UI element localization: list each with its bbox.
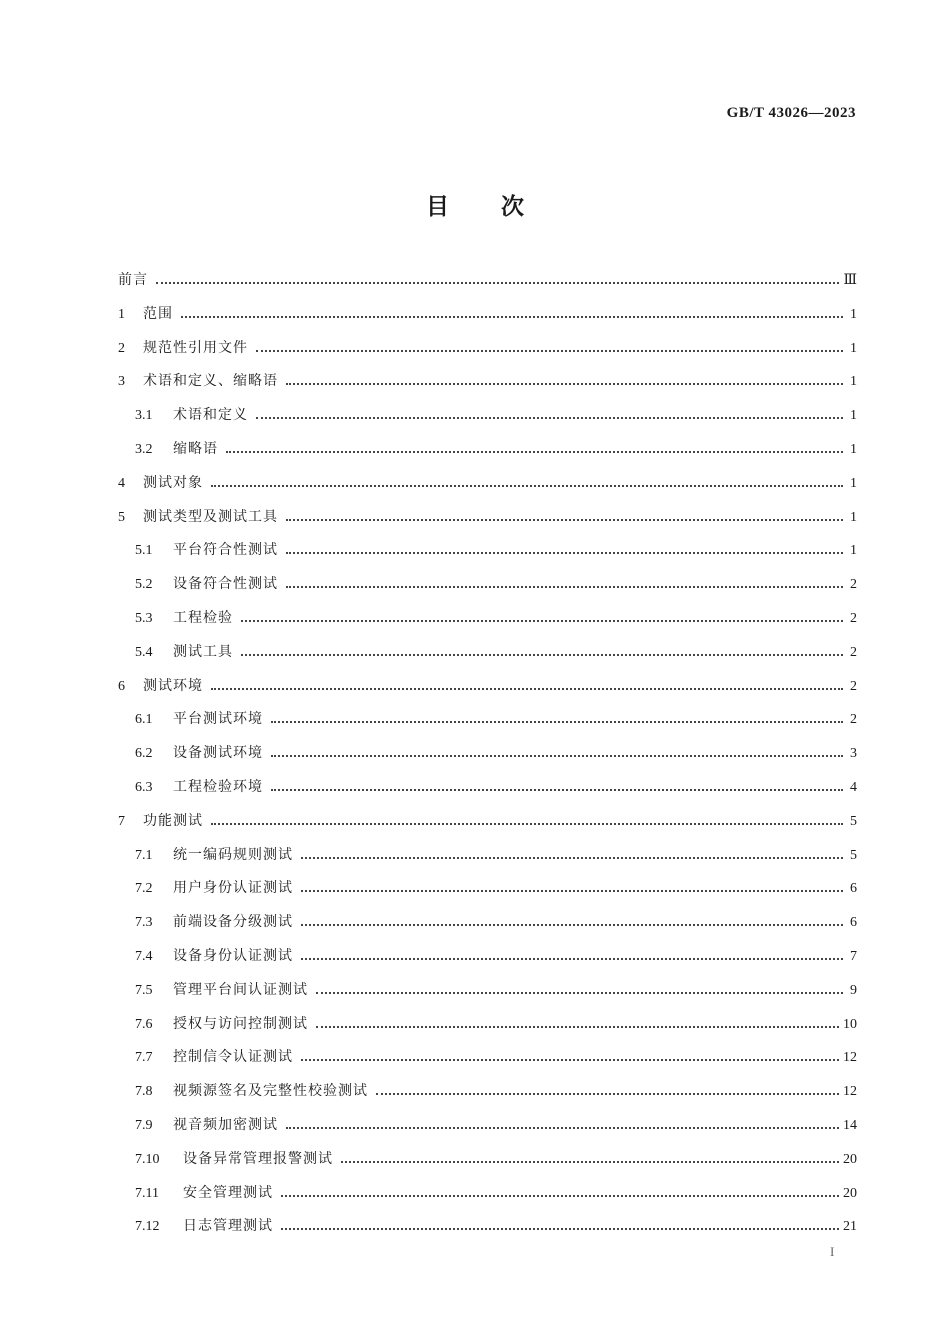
toc-entry-page: 7	[850, 948, 857, 964]
toc-entry[interactable]	[118, 841, 857, 875]
table-of-contents	[118, 266, 857, 1246]
toc-entry[interactable]	[118, 976, 857, 1010]
toc-entry[interactable]	[118, 773, 857, 807]
toc-entry-label: 工程检验	[173, 609, 233, 626]
dot-leader	[256, 350, 843, 352]
toc-entry-number: 5.2	[135, 577, 153, 593]
toc-entry-label: 测试对象	[143, 474, 203, 491]
dot-leader	[281, 1228, 839, 1230]
toc-entry-number: 7	[118, 813, 125, 829]
toc-entry-number: 7.9	[135, 1117, 153, 1133]
dot-leader	[286, 586, 843, 588]
toc-entry-label: 用户身份认证测试	[173, 880, 293, 897]
dot-leader	[181, 316, 843, 318]
toc-entry-page: 10	[843, 1016, 857, 1032]
toc-entry[interactable]	[118, 503, 857, 537]
toc-entry[interactable]	[118, 874, 857, 908]
toc-entry[interactable]	[118, 266, 857, 300]
toc-entry-page: 20	[843, 1151, 857, 1167]
dot-leader	[271, 721, 843, 723]
toc-entry-label: 范围	[143, 305, 173, 322]
toc-entry-page: 5	[850, 813, 857, 829]
dot-leader	[341, 1161, 839, 1163]
toc-entry-page: 6	[850, 881, 857, 897]
dot-leader	[301, 958, 843, 960]
dot-leader	[271, 755, 843, 757]
toc-entry-number: 7.2	[135, 881, 153, 897]
toc-entry[interactable]	[118, 908, 857, 942]
toc-entry-label: 管理平台间认证测试	[173, 981, 308, 998]
toc-entry[interactable]	[118, 807, 857, 841]
toc-entry-number: 7.8	[135, 1084, 153, 1100]
toc-entry[interactable]	[118, 1212, 857, 1246]
toc-entry[interactable]	[118, 705, 857, 739]
toc-entry-page: 9	[850, 982, 857, 998]
toc-entry-page: 2	[850, 610, 857, 626]
toc-entry-page: 21	[843, 1219, 857, 1235]
toc-entry[interactable]	[118, 570, 857, 604]
toc-entry-label: 设备身份认证测试	[173, 947, 293, 964]
toc-entry-page: 14	[843, 1117, 857, 1133]
toc-entry[interactable]	[118, 300, 857, 334]
dot-leader	[286, 519, 843, 521]
toc-entry-page: 2	[850, 644, 857, 660]
toc-entry[interactable]	[118, 1043, 857, 1077]
toc-entry-label: 规范性引用文件	[143, 339, 248, 356]
toc-entry-number: 6.2	[135, 746, 153, 762]
toc-entry-number: 7.7	[135, 1050, 153, 1066]
toc-entry-number: 6.1	[135, 712, 153, 728]
toc-entry-number: 3.1	[135, 408, 153, 424]
toc-entry[interactable]	[118, 401, 857, 435]
toc-entry-number: 7.5	[135, 982, 153, 998]
toc-entry-label: 日志管理测试	[183, 1218, 273, 1235]
toc-entry-number: 7.10	[135, 1151, 160, 1167]
toc-entry-page: 12	[843, 1050, 857, 1066]
toc-entry-page: Ⅲ	[843, 273, 857, 288]
toc-entry-label: 视音频加密测试	[173, 1116, 278, 1133]
toc-entry[interactable]	[118, 942, 857, 976]
toc-entry-label: 平台符合性测试	[173, 542, 278, 559]
toc-entry-page: 1	[850, 543, 857, 559]
toc-entry-label: 安全管理测试	[183, 1184, 273, 1201]
dot-leader	[211, 485, 843, 487]
dot-leader	[301, 1059, 839, 1061]
toc-entry-number: 7.12	[135, 1219, 160, 1235]
toc-entry-label: 设备测试环境	[173, 745, 263, 762]
toc-entry[interactable]	[118, 739, 857, 773]
toc-entry-label: 术语和定义	[173, 407, 248, 424]
toc-entry-label: 授权与访问控制测试	[173, 1015, 308, 1032]
toc-entry-number: 7.11	[135, 1185, 159, 1201]
dot-leader	[286, 1127, 839, 1129]
dot-leader	[226, 451, 843, 453]
toc-entry-number: 3.2	[135, 441, 153, 457]
toc-entry-number: 7.4	[135, 948, 153, 964]
standard-code: GB/T 43026—2023	[726, 105, 856, 121]
toc-entry-number: 4	[118, 475, 125, 491]
toc-entry-number: 6	[118, 678, 125, 694]
page-number: I	[830, 1244, 835, 1259]
toc-entry[interactable]	[118, 1179, 857, 1213]
toc-entry[interactable]	[118, 536, 857, 570]
toc-entry[interactable]	[118, 435, 857, 469]
dot-leader	[211, 823, 843, 825]
toc-entry-label: 设备符合性测试	[173, 576, 278, 593]
toc-entry[interactable]	[118, 1077, 857, 1111]
dot-leader	[376, 1093, 839, 1095]
toc-entry-label: 统一编码规则测试	[173, 846, 293, 863]
toc-entry-page: 1	[850, 340, 857, 356]
toc-entry-page: 1	[850, 408, 857, 424]
toc-entry-label: 视频源签名及完整性校验测试	[173, 1083, 368, 1100]
toc-entry-number: 6.3	[135, 779, 153, 795]
dot-leader	[271, 789, 843, 791]
toc-entry-number: 5.4	[135, 644, 153, 660]
toc-entry-label: 设备异常管理报警测试	[183, 1150, 333, 1167]
toc-entry-label: 平台测试环境	[173, 711, 263, 728]
toc-entry-page: 1	[850, 374, 857, 390]
toc-entry-number: 5.1	[135, 543, 153, 559]
toc-entry-number: 7.6	[135, 1016, 153, 1032]
toc-entry-number: 7.3	[135, 915, 153, 931]
dot-leader	[286, 552, 843, 554]
toc-entry-page: 5	[850, 847, 857, 863]
toc-entry-page: 1	[850, 441, 857, 457]
toc-entry-number: 5	[118, 509, 125, 525]
dot-leader	[281, 1195, 839, 1197]
toc-entry-number: 2	[118, 340, 125, 356]
toc-entry[interactable]	[118, 1145, 857, 1179]
dot-leader	[301, 857, 843, 859]
toc-entry[interactable]	[118, 672, 857, 706]
dot-leader	[316, 1026, 839, 1028]
toc-entry-label: 前言	[118, 272, 148, 288]
dot-leader	[241, 620, 843, 622]
dot-leader	[211, 688, 843, 690]
toc-entry[interactable]	[118, 469, 857, 503]
toc-entry[interactable]	[118, 367, 857, 401]
toc-entry-number: 7.1	[135, 847, 153, 863]
toc-entry-label: 测试环境	[143, 677, 203, 694]
dot-leader	[241, 654, 843, 656]
toc-entry-page: 1	[850, 475, 857, 491]
toc-entry-label: 术语和定义、缩略语	[143, 373, 278, 390]
toc-entry-label: 工程检验环境	[173, 778, 263, 795]
toc-entry[interactable]	[118, 1010, 857, 1044]
toc-entry-page: 2	[850, 577, 857, 593]
toc-entry[interactable]	[118, 1111, 857, 1145]
toc-entry-page: 2	[850, 678, 857, 694]
toc-entry-page: 6	[850, 915, 857, 931]
toc-entry-page: 4	[850, 779, 857, 795]
dot-leader	[286, 383, 843, 385]
dot-leader	[156, 282, 839, 284]
toc-entry-page: 1	[850, 509, 857, 525]
toc-entry-number: 5.3	[135, 610, 153, 626]
toc-entry-number: 3	[118, 374, 125, 390]
dot-leader	[301, 890, 843, 892]
toc-entry-page: 2	[850, 712, 857, 728]
dot-leader	[301, 924, 843, 926]
toc-entry-number: 1	[118, 306, 125, 322]
page-title: 目次	[426, 194, 576, 220]
toc-entry-page: 1	[850, 306, 857, 322]
toc-entry-page: 3	[850, 746, 857, 762]
toc-entry-page: 12	[843, 1084, 857, 1100]
toc-entry-page: 20	[843, 1185, 857, 1201]
toc-entry[interactable]	[118, 638, 857, 672]
toc-entry-label: 功能测试	[143, 812, 203, 829]
dot-leader	[256, 417, 843, 419]
toc-entry[interactable]	[118, 604, 857, 638]
toc-entry-label: 测试工具	[173, 643, 233, 660]
toc-entry-label: 测试类型及测试工具	[143, 508, 278, 525]
toc-entry-label: 前端设备分级测试	[173, 914, 293, 931]
toc-entry-label: 控制信令认证测试	[173, 1049, 293, 1066]
toc-entry[interactable]	[118, 334, 857, 368]
dot-leader	[316, 992, 843, 994]
toc-entry-label: 缩略语	[173, 440, 218, 457]
